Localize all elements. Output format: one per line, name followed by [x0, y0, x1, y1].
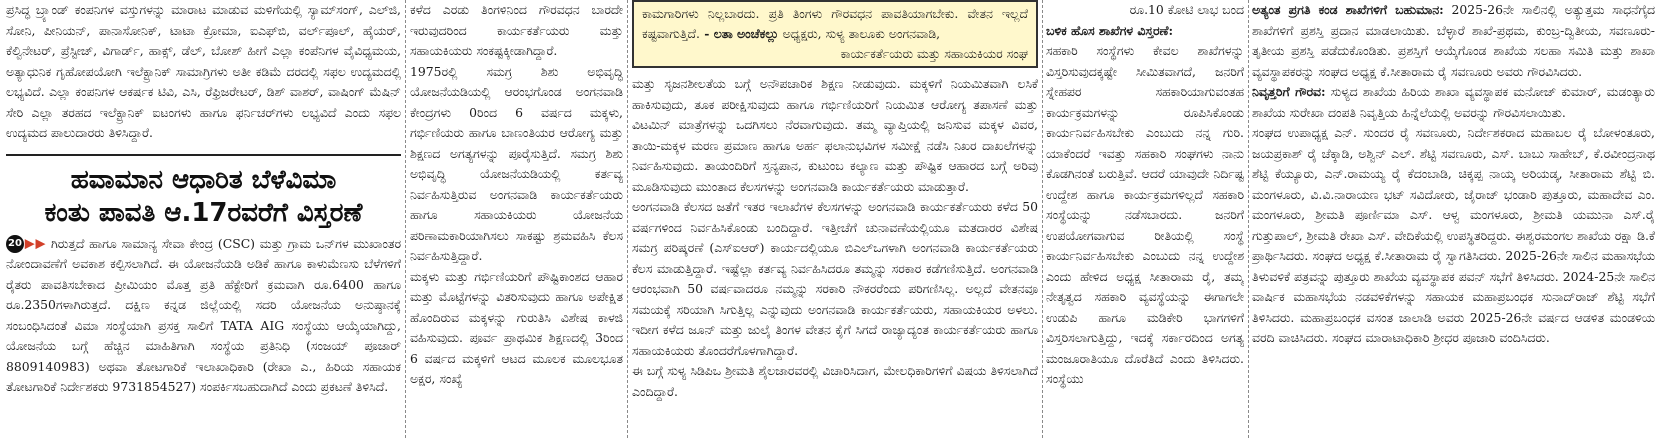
article-paragraph: ಈ ಬಗ್ಗೆ ಸುಳ್ಯ ಸಿಡಿಪಿಒ ಶ್ರೀಮತಿ ಶೈಲಜಾರವರಲ್ಲಿ ವಿಚಾರಿಸಿದಾಗ, ಮೇಲಧಿಕಾರಿಗಳಿಗೆ ವಿಷಯ ತಿಳಿಸಲಾಗಿದೆ ಎಂದಿದ್ದಾರೆ.	[632, 363, 1038, 399]
article-paragraph: ಅತ್ಯಂತ ಪ್ರಗತಿ ಕಂಡ ಶಾಖೆಗಳಿಗೆ ಬಹುಮಾನ: 2025-26ನೇ ಸಾಲಿನಲ್ಲಿ ಅತ್ಯುತ್ತಮ ಸಾಧನೆಗೈದ ಶಾಖೆಗಳಿಗೆ ಪ್ರಶಸ್ತಿ ಪ್ರದಾನ ಮಾಡಲಾಯಿತು. ಬೆಳ್ಳಾರೆ ಶಾಖೆ-ಪ್ರಥಮ, ಕುಂಬ್ರ-ದ್ವಿತೀಯ, ಸವಣೂರು-ತೃತೀಯ ಪ್ರಶಸ್ತಿ ಪಡೆದುಕೊಂಡಿತು. ಪ್ರಶಸ್ತಿಗೆ ಆಯ್ಕೆಗೊಂಡ ಶಾಖೆಯ ಸಲಹಾ ಸಮಿತಿ ಮತ್ತು ಶಾಖಾ ವ್ಯವಸ್ಥಾಪಕರನ್ನು ಸಂಘದ ಅಧ್ಯಕ್ಷ ಕೆ.ಸೀತಾರಾಮ ರೈ ಸವಣೂರು ಅವರು ಗೌರವಿಸಿದರು.	[1252, 2, 1655, 79]
article-paragraph: ನಿವೃತ್ತರಿಗೆ ಗೌರವ: ಸುಳ್ಯದ ಶಾಖೆಯ ಹಿರಿಯ ಶಾಖಾ ವ್ಯವಸ್ಥಾಪಕ ಮನೋಜ್ ಕುಮಾರ್, ಮಡಂತ್ಯಾರು ಶಾಖೆಯ ಸುರೇಖಾ ದಂಪತಿ ನಿವೃತ್ತಿಯ ಹಿನ್ನೆಲೆಯಲ್ಲಿ ಅವರನ್ನು ಗೌರವಿಸಲಾಯಿತು.	[1252, 84, 1655, 120]
article-paragraph: ಕಳೆದ ಎರಡು ತಿಂಗಳಿನಿಂದ ಗೌರವಧನ ಬಾರದೇ ಇರುವುದರಿಂದ ಕಾರ್ಯಕರ್ತೆಯರು ಮತ್ತು ಸಹಾಯಕಿಯರು ಸಂಕಷ್ಟಕ್ಕೀಡಾಗಿದ್ದಾರೆ.	[410, 2, 623, 58]
quote-text: ಕಾಮಗಾರಿಗಳು ನಿಲ್ಲಬಾರದು. ಪ್ರತಿ ತಿಂಗಳು ಗೌರವಧನ ಪಾವತಿಯಾಗಬೇಕು. ವೇತನ ಇಲ್ಲದೆ ಕಷ್ಟವಾಗುತ್ತಿದೆ.	[642, 6, 1028, 41]
quote-box: ಕಾಮಗಾರಿಗಳು ನಿಲ್ಲಬಾರದು. ಪ್ರತಿ ತಿಂಗಳು ಗೌರವಧನ ಪಾವತಿಯಾಗಬೇಕು. ವೇತನ ಇಲ್ಲದೆ ಕಷ್ಟವಾಗುತ್ತಿದೆ. - ಲತಾ ಅಂಚೆಕಲ್ಲು ಅಧ್ಯಕ್ಷರು, ಸುಳ್ಯ ತಾಲೂಕು ಅಂಗನವಾಡಿ, ಕಾರ್ಯಕರ್ತೆಯರು ಮತ್ತು ಸಹಾಯಕಿಯರ ಸಂಘ	[632, 0, 1038, 68]
page-reference-badge: 20	[6, 235, 24, 253]
column-3	[632, 0, 1038, 438]
quote-author: ಲತಾ ಅಂಚೆಕಲ್ಲು	[713, 26, 779, 41]
article-paragraph: ಮಕ್ಕಳು ಮತ್ತು ಗರ್ಭಿಣಿಯರಿಗೆ ಪೌಷ್ಟಿಕಾಂಶದ ಆಹಾರ ಮತ್ತು ಮೊಟ್ಟೆಗಳನ್ನು ವಿತರಿಸುವುದು ಹಾಗೂ ಅಪೇಕ್ಷಿತ ಹೊಂದಿರುವ ಮಕ್ಕಳನ್ನು ಗುರುತಿಸಿ ವಿಶೇಷ ಕಾಳಜಿ ವಹಿಸುವುದು. ಪೂರ್ವ ಪ್ರಾಥಮಿಕ ಶಿಕ್ಷಣದಲ್ಲಿ 3ರಿಂದ 6 ವರ್ಷದ ಮಕ್ಕಳಿಗೆ ಆಟದ ಮೂಲಕ ಮೂಲಭೂತ ಅಕ್ಷರ, ಸಂಖ್ಯೆ	[410, 268, 623, 386]
column-divider	[1248, 0, 1249, 438]
headline-line-1: ಹವಾಮಾನ ಆಧಾರಿತ ಬೆಳೆವಿಮಾ	[70, 164, 337, 195]
column-divider	[1042, 0, 1043, 438]
section-heading: ಅತ್ಯಂತ ಪ್ರಗತಿ ಕಂಡ ಶಾಖೆಗಳಿಗೆ ಬಹುಮಾನ:	[1252, 2, 1444, 17]
column-divider	[627, 0, 628, 438]
continuation-arrows-icon: ▶▶	[24, 235, 47, 251]
column-1	[6, 0, 401, 438]
article-paragraph: ಅಂಗನವಾಡಿ ಕೆಲಸದ ಜತೆಗೆ ಇತರ ಇಲಾಖೆಗಳ ಕೆಲಸಗಳನ್ನು ಅಂಗನವಾಡಿ ಕಾರ್ಯಕರ್ತೆಯರು ಕಳೆದ 50 ವರ್ಷಗಳಿಂದ ನಿರ್ವಹಿಸಿಕೊಂಡು ಬಂದಿದ್ದಾರೆ. ಇತ್ತೀಚೆಗೆ ಚುನಾವಣೆಯಲ್ಲಿಯೂ ಮತದಾರರ ವಿಶೇಷ ಸಮಗ್ರ ಪರಿಷ್ಕರಣೆ (ಎಸ್‌ಐಆರ್) ಕಾರ್ಯದಲ್ಲಿಯೂ ಬಿಎಲ್‌ಒಗಳಾಗಿ ಅಂಗನವಾಡಿ ಕಾರ್ಯಕರ್ತೆಯರು ಕೆಲಸ ಮಾಡುತ್ತಿದ್ದಾರೆ. ಇಷ್ಟೆಲ್ಲಾ ಕರ್ತವ್ಯ ನಿರ್ವಹಿಸಿದರೂ ತಮ್ಮನ್ನು ಸರಕಾರ ಕಡೆಗಣಿಸುತ್ತಿದೆ. ಅಂಗನವಾಡಿ ಆರಂಭವಾಗಿ 50 ವರ್ಷವಾದರೂ ನಮ್ಮನ್ನು ಸರಕಾರಿ ನೌಕರರೆಂದು ಪರಿಗಣಿಸಿಲ್ಲ. ಅಲ್ಲದೆ ವೇತನವೂ ಸಮಯಕ್ಕೆ ಸರಿಯಾಗಿ ಸಿಗುತ್ತಿಲ್ಲ ಎನ್ನುವುದು ಅಂಗನವಾಡಿ ಕಾರ್ಯಕರ್ತೆಯರು, ಸಹಾಯಕಿಯರ ಅಳಲು. ಇದೀಗ ಕಳೆದ ಜೂನ್ ಮತ್ತು ಜುಲೈ ತಿಂಗಳ ವೇತನ ಕೈಗೆ ಸಿಗದೆ ರಾಜ್ಯಾದ್ಯಂತ ಕಾರ್ಯಕರ್ತೆಯರು ಹಾಗೂ ಸಹಾಯಕಿಯರು ತೊಂದರೆಗೊಳಗಾಗಿದ್ದಾರೆ.	[632, 199, 1038, 358]
column-2	[410, 0, 623, 438]
article-text: ಗಿರುತ್ತದೆ ಹಾಗೂ ಸಾಮಾನ್ಯ ಸೇವಾ ಕೇಂದ್ರ (CSC) ಮತ್ತು ಗ್ರಾಮ ಒನ್‌ಗಳ ಮುಖಾಂತರ ನೋಂದಾವಣೆಗೆ ಅವಕಾಶ ಕಲ್ಪಿಸಲಾಗಿದೆ. ಈ ಯೋಜನೆಯಡಿ ಅಡಿಕೆ ಹಾಗೂ ಕಾಳುಮೆಣಸು ಬೆಳೆಗಳಿಗೆ ರೈತರು ಪಾವತಿಸಬೇಕಾದ ಪ್ರೀಮಿಯಂ ಮೊತ್ತ ಪ್ರತಿ ಹೆಕ್ಟೇರಿಗೆ ಕ್ರಮವಾಗಿ ರೂ.6400 ಹಾಗೂ ರೂ.2350ಗಳಾಗಿರುತ್ತದೆ. ದಕ್ಷಿಣ ಕನ್ನಡ ಜಿಲ್ಲೆಯಲ್ಲಿ ಸದರಿ ಯೋಜನೆಯ ಅನುಷ್ಠಾನಕ್ಕೆ ಸಂಬಂಧಿಸಿದಂತೆ ವಿಮಾ ಸಂಸ್ಥೆಯಾಗಿ ಪ್ರಸಕ್ತ ಸಾಲಿಗೆ TATA AIG ಸಂಸ್ಥೆಯು ಆಯ್ಕೆಯಾಗಿದ್ದು, ಯೋಜನೆಯ ಬಗ್ಗೆ ಹೆಚ್ಚಿನ ಮಾಹಿತಿಗಾಗಿ ಸಂಸ್ಥೆಯ ಪ್ರತಿನಿಧಿ (ಸಂಜಯ್ ಪೂಜಾರ್ 8809140983) ಅಥವಾ ತೋಟಗಾರಿಕೆ ಇಲಾಖಾಧಿಕಾರಿ (ರೇಖಾ ಎ., ಹಿರಿಯ ಸಹಾಯಕ ತೋಟಗಾರಿಕೆ ನಿರ್ದೇಶಕರು 9731854527) ಸಂಪರ್ಕಿಸಬಹುದಾಗಿದೆ ಎಂದು ಪ್ರಕಟಣೆ ತಿಳಿಸಿದೆ.	[6, 235, 401, 395]
article-body	[6, 234, 401, 398]
column-4	[1046, 0, 1244, 438]
article-paragraph: ಸಂಘದ ಉಪಾಧ್ಯಕ್ಷ ಎನ್. ಸುಂದರ ರೈ ಸವಣೂರು, ನಿರ್ದೇಶಕರಾದ ಮಹಾಬಲ ರೈ ಬೋಳಂತೂರು, ಜಯಪ್ರಕಾಶ್ ರೈ ಚೆಕ್ಕಾಡಿ, ಅಶ್ವಿನ್ ಎಲ್. ಶೆಟ್ಟಿ ಸವಣೂರು, ಎಸ್. ಬಾಬು ಸಾಹೇಬ್, ಕೆ.ರವೀಂದ್ರನಾಥ ಶೆಟ್ಟಿ ಕೆಯ್ಯೂರು, ಎನ್.ರಾಮಯ್ಯ ರೈ ಕೆದಂಬಾಡಿ, ಚಿಕ್ಕಪ್ಪ ನಾಯ್ಕ ಅರಿಯಡ್ಕ, ಸೀತಾರಾಮ ಶೆಟ್ಟಿ ಬಿ. ಮಂಗಳೂರು, ವಿ.ವಿ.ನಾರಾಯಣ ಭಟ್ ಸವಿದೋರು, ಜೈರಾಜ್ ಭಂಡಾರಿ ಪುತ್ತೂರು, ಮಹಾದೇವ ಎಂ. ಮಂಗಳೂರು, ಶ್ರೀಮತಿ ಪೂರ್ಣಿಮಾ ಎಸ್. ಆಳ್ವ ಮಂಗಳೂರು, ಶ್ರೀಮತಿ ಯಮುನಾ ಎಸ್.ರೈ ಗುತ್ತುಪಾಲ್, ಶ್ರೀಮತಿ ರೇಖಾ ಎಸ್. ವೇದಿಕೆಯಲ್ಲಿ ಉಪಸ್ಥಿತರಿದ್ದರು. ಈಶ್ವರಮಂಗಲ ಶಾಖೆಯ ರಕ್ಷಾ ಡಿ.ಕೆ ಪ್ರಾರ್ಥಿಸಿದರು. ಸಂಘದ ಅಧ್ಯಕ್ಷ ಕೆ.ಸೀತಾರಾಮ ರೈ ಸ್ವಾಗತಿಸಿದರು. 2025-26ನೇ ಸಾಲಿನ ಮಹಾಸಭೆಯ ತಿಳುವಳಿಕೆ ಪತ್ರವನ್ನು ಪುತ್ತೂರು ಶಾಖೆಯ ವ್ಯವಸ್ಥಾಪಕ ಪವನ್ ಸಭೆಗೆ ತಿಳಿಸಿದರು. 2024-25ನೇ ಸಾಲಿನ ವಾರ್ಷಿಕ ಮಹಾಸಭೆಯ ನಡವಳಿಕೆಗಳನ್ನು ಸಹಾಯಕ ಮಹಾಪ್ರಬಂಧಕ ಸುನಾದ್‌ರಾಜ್ ಶೆಟ್ಟಿ ಸಭೆಗೆ ತಿಳಿಸಿದರು. ಮಹಾಪ್ರಬಂಧಕ ವಸಂತ ಜಾಲಾಡಿ ಅವರು 2025-26ನೇ ವರ್ಷದ ಆಡಳಿತ ಮಂಡಳಿಯ ವರದಿ ವಾಚಿಸಿದರು. ಸಂಘದ ಮಾರಾಟಾಧಿಕಾರಿ ಶ್ರೀಧರ ಪೂಜಾರಿ ವಂದಿಸಿದರು.	[1252, 125, 1655, 345]
headline-line-2: ಕಂತು ಪಾವತಿ ಆ.17ರವರೆಗೆ ವಿಸ್ತರಣೆ	[44, 197, 363, 228]
article-text: ರೂ.10 ಕೋಟಿ ಲಾಭ ಬಂದ	[1129, 2, 1244, 17]
headline	[6, 154, 401, 230]
article-paragraph: ಸಹಕಾರಿ ಸಂಸ್ಥೆಗಳು ಕೇವಲ ಶಾಖೆಗಳನ್ನು ವಿಸ್ತರಿಸುವುದಕ್ಕಷ್ಟೇ ಸೀಮಿತವಾಗದೆ, ಜನರಿಗೆ ಸ್ನೇಹಪರ ಸಹಕಾರಿಯಾಗುವಂತಹ ಕಾರ್ಯಕ್ರಮಗಳನ್ನು ರೂಪಿಸಿಕೊಂಡು ಕಾರ್ಯನಿರ್ವಹಿಸಬೇಕು ಎಂಬುದು ನನ್ನ ಗುರಿ. ಯಾಕೆಂದರೆ ಇವತ್ತು ಸಹಕಾರಿ ಸಂಘಗಳು ನಾನು ಕೊಡಗಿನಂತೆ ಬರುತ್ತಿವೆ. ಆದರೆ ಯಾವುದೇ ನಿರ್ದಿಷ್ಟ ಉದ್ದೇಶ ಹಾಗೂ ಕಾರ್ಯಕ್ರಮಗಳಿಲ್ಲದೆ ಸಹಕಾರಿ ಸಂಸ್ಥೆಯನ್ನು ನಡೆಸಬಾರದು. ಜನರಿಗೆ ಉಪಯೋಗವಾಗುವ ರೀತಿಯಲ್ಲಿ ಸಂಸ್ಥೆ ಕಾರ್ಯನಿರ್ವಹಿಸಬೇಕು ಎಂಬುದು ನನ್ನ ಉದ್ದೇಶ ಎಂದು ಹೇಳಿದ ಅಧ್ಯಕ್ಷ ಸೀತಾರಾಮ ರೈ, ತಮ್ಮ ನೇತೃತ್ವದ ಸಹಕಾರಿ ವ್ಯವಸ್ಥೆಯನ್ನು ಈಗಾಗಲೇ ಉಡುಪಿ ಹಾಗೂ ಮಡಿಕೇರಿ ಭಾಗಗಳಿಗೆ ವಿಸ್ತರಿಸಲಾಗುತ್ತಿದ್ದು, ಇದಕ್ಕೆ ಸರ್ಕಾರದಿಂದ ಅಗತ್ಯ ಮಂಜೂರಾತಿಯೂ ದೊರೆತಿದೆ ಎಂದು ತಿಳಿಸಿದರು. ಸಂಸ್ಥೆಯು	[1046, 43, 1244, 386]
article-paragraph: 1975ರಲ್ಲಿ ಸಮಗ್ರ ಶಿಶು ಅಭಿವೃದ್ಧಿ ಯೋಜನೆಯಡಿಯಲ್ಲಿ ಆರಂಭಗೊಂಡ ಅಂಗನವಾಡಿ ಕೇಂದ್ರಗಳು 0ರಿಂದ 6 ವರ್ಷದ ಮಕ್ಕಳು, ಗರ್ಭಿಣಿಯರು ಹಾಗೂ ಬಾಣಂತಿಯರ ಆರೋಗ್ಯ ಮತ್ತು ಶಿಕ್ಷಣದ ಅಗತ್ಯಗಳನ್ನು ಪೂರೈಸುತ್ತಿದೆ. ಸಮಗ್ರ ಶಿಶು ಅಭಿವೃದ್ಧಿ ಯೋಜನೆಯಡಿಯಲ್ಲಿ ಕರ್ತವ್ಯ ನಿರ್ವಹಿಸುತ್ತಿರುವ ಅಂಗನವಾಡಿ ಕಾರ್ಯಕರ್ತೆಯರು ಹಾಗೂ ಸಹಾಯಕಿಯರು ಯೋಜನೆಯ ಪರಿಣಾಮಕಾರಿಯಾಗಿಸಲು ಸಾಕಷ್ಟು ಶ್ರಮವಹಿಸಿ ಕೆಲಸ ನಿರ್ವಹಿಸುತ್ತಿದ್ದಾರೆ.	[410, 63, 623, 263]
column-divider	[405, 0, 406, 438]
column-5	[1252, 0, 1655, 438]
quote-author-role: ಕಾರ್ಯಕರ್ತೆಯರು ಮತ್ತು ಸಹಾಯಕಿಯರ ಸಂಘ	[840, 46, 1028, 61]
section-heading: ಬಳಿಕ ಹೊಸ ಶಾಖೆಗಳ ವಿಸ್ತರಣೆ:	[1046, 22, 1174, 38]
article-body: ಪ್ರಸಿದ್ಧ ಬ್ರ್ಯಾಂಡ್ ಕಂಪನಿಗಳ ವಸ್ತುಗಳನ್ನು ಮಾರಾಟ ಮಾಡುವ ಮಳಿಗೆಯಲ್ಲಿ ಸ್ಯಾಮ್‌ಸಂಗ್, ಎಲ್‌ಜಿ, ಸೋನಿ, ಪೀನಿಯನ್, ಪಾನಾಸೋನಿಕ್, ಟಾಟಾ ಕ್ರೋಮಾ, ಐಎಫ್‌ಬಿ, ವರ್ಲ್‌ಪೂಲ್, ಹೈಯರ್, ಕೆಲ್ವಿನೇಟರ್, ಪ್ರೆಸ್ಟೀಜ್, ವಿಗಾರ್ಡ್, ಹಾಕ್ಸ್, ಡೆಲ್, ಬೋಶ್ ಹೀಗೆ ಎಲ್ಲಾ ಕಂಪೆನಿಗಳ ವೈವಿಧ್ಯಮಯ, ಅತ್ಯಾಧುನಿಕ ಗೃಹೋಪಯೋಗಿ ಇಲೆಕ್ಟ್ರಾನಿಕ್ ಸಾಮಾಗ್ರಿಗಳು ಅತೀ ಕಡಿಮೆ ದರದಲ್ಲಿ ಸಫಲ ಉದ್ಯಮದಲ್ಲಿ ಲಭ್ಯವಿದೆ. ಎಲ್ಲಾ ಕಂಪನಿಗಳ ಆಕರ್ಷಕ ಟಿವಿ, ಎಸಿ, ರೆಫ್ರಿಜರೇಟರ್, ಡಿಶ್ ವಾಶರ್, ವಾಷಿಂಗ್ ಮೆಷಿನ್ ಸೇರಿ ಎಲ್ಲಾ ತರಹದ ಇಲೆಕ್ಟ್ರಾನಿಕ್ ಐಟಂಗಳು ಹಾಗೂ ಫರ್ನಿಚರ್‌ಗಳು ಲಭ್ಯವಿದೆ ಎಂದು ಸಫಲ ಉದ್ಯಮದ ಪಾಲುದಾರರು ತಿಳಿಸಿದ್ದಾರೆ.	[6, 2, 401, 140]
section-heading: ನಿವೃತ್ತರಿಗೆ ಗೌರವ:	[1252, 84, 1326, 99]
article-paragraph: ಮತ್ತು ಸೃಜನಶೀಲತೆಯ ಬಗ್ಗೆ ಅನೌಪಚಾರಿಕ ಶಿಕ್ಷಣ ನೀಡುವುದು. ಮಕ್ಕಳಿಗೆ ನಿಯಮಿತವಾಗಿ ಲಸಿಕೆ ಹಾಕಿಸುವುದು, ತೂಕ ಪರೀಕ್ಷಿಸುವುದು ಹಾಗೂ ಗರ್ಭಿಣಿಯರಿಗೆ ನಿಯಮಿತ ಆರೋಗ್ಯ ತಪಾಸಣೆ ಮತ್ತು ವಿಟಮಿನ್ ಮಾತ್ರೆಗಳನ್ನು ಒದಗಿಸಲು ನೆರವಾಗುವುದು. ತಮ್ಮ ವ್ಯಾಪ್ತಿಯಲ್ಲಿ ಜನಿಸುವ ಮಕ್ಕಳ ವಿವರ, ತಾಯಿ-ಮಕ್ಕಳ ಮರಣ ಪ್ರಮಾಣ ಹಾಗೂ ಅರ್ಹ ಫಲಾನುಭವಿಗಳ ಸಮೀಕ್ಷೆ ನಡೆಸಿ ನಿಖರ ದಾಖಲೆಗಳನ್ನು ನಿರ್ವಹಿಸುವುದು. ತಾಯಂದಿರಿಗೆ ಸ್ತನ್ಯಪಾನ, ಕುಟುಂಬ ಕಲ್ಯಾಣ ಮತ್ತು ಪೌಷ್ಟಿಕ ಆಹಾರದ ಬಗ್ಗೆ ಅರಿವು ಮೂಡಿಸುವುದು ಮುಂತಾದ ಕೆಲಸಗಳನ್ನು ಅಂಗನವಾಡಿ ಕಾರ್ಯಕರ್ತೆಯರು ಮಾಡುತ್ತಾರೆ.	[632, 76, 1038, 194]
quote-author-role: ಅಧ್ಯಕ್ಷರು, ಸುಳ್ಯ ತಾಲೂಕು ಅಂಗನವಾಡಿ,	[778, 26, 941, 41]
